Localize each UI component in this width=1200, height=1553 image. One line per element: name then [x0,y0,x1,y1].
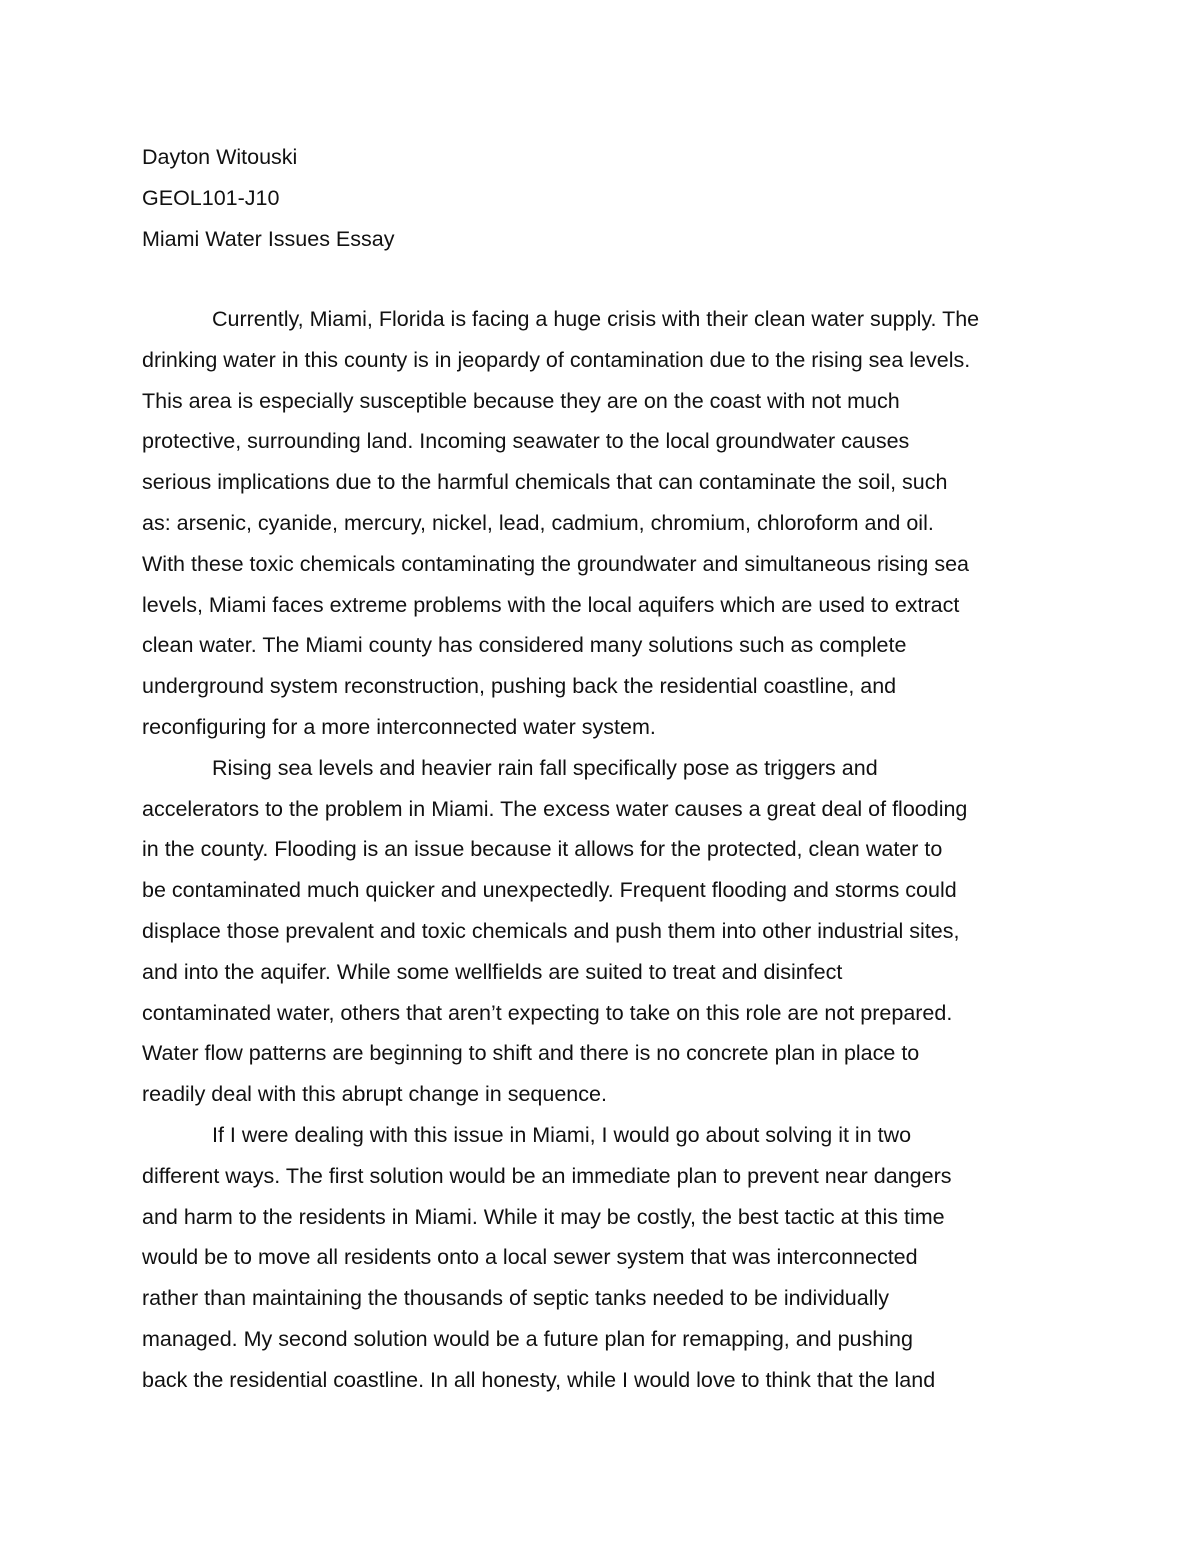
text-line: This area is especially susceptible because they are on the coast with not much [142,388,900,413]
text-line: Water flow patterns are beginning to shift and there is no concrete plan in place to [142,1041,920,1066]
author-name: Dayton Witouski [142,145,298,169]
text-line: underground system reconstruction, pushing back the residential coastline, and [142,674,897,699]
essay-body [142,299,1072,1401]
text-line: as: arsenic, cyanide, mercury, nickel, lead, cadmium, chromium, chloroform and oil. [142,510,934,535]
text-line: in the county. Flooding is an issue because it allows for the protected, clean water to [142,837,943,862]
text-line: Rising sea levels and heavier rain fall specifically pose as triggers and [212,755,878,780]
text-line: If I were dealing with this issue in Miami, I would go about solving it in two [212,1122,912,1147]
text-line: clean water. The Miami county has considered many solutions such as complete [142,633,907,658]
text-line: reconfiguring for a more interconnected water system. [142,714,656,739]
text-line: drinking water in this county is in jeopardy of contamination due to the rising sea levels. [142,347,971,372]
text-line: be contaminated much quicker and unexpectedly. Frequent flooding and storms could [142,878,957,903]
text-line: accelerators to the problem in Miami. The excess water causes a great deal of flooding [142,796,968,821]
text-line: With these toxic chemicals contaminating the groundwater and simultaneous rising sea [142,551,969,576]
text-line: back the residential coastline. In all honesty, while I would love to think that the land [142,1367,936,1392]
text-line: rather than maintaining the thousands of septic tanks needed to be individually [142,1286,890,1311]
text-line: readily deal with this abrupt change in sequence. [142,1082,607,1107]
text-line: Currently, Miami, Florida is facing a huge crisis with their clean water supply. The [212,307,980,331]
text-line: levels, Miami faces extreme problems with the local aquifers which are used to extract [142,592,960,617]
essay-title: Miami Water Issues Essay [142,226,395,251]
text-line: and harm to the residents in Miami. While it may be costly, the best tactic at this time [142,1204,945,1229]
course-code: GEOL101-J10 [142,185,280,210]
text-line: different ways. The first solution would be an immediate plan to prevent near dangers [142,1163,952,1188]
text-line: would be to move all residents onto a local sewer system that was interconnected [142,1245,918,1270]
text-line: displace those prevalent and toxic chemicals and push them into other industrial sites, [142,918,960,943]
text-line: protective, surrounding land. Incoming seawater to the local groundwater causes [142,429,910,454]
text-line: serious implications due to the harmful chemicals that can contaminate the soil, such [142,470,948,495]
text-line: managed. My second solution would be a future plan for remapping, and pushing [142,1326,913,1351]
text-line: contaminated water, others that aren’t expecting to take on this role are not prepared. [142,1000,953,1025]
essay-header [142,137,1072,259]
text-line: and into the aquifer. While some wellfields are suited to treat and disinfect [142,959,843,984]
